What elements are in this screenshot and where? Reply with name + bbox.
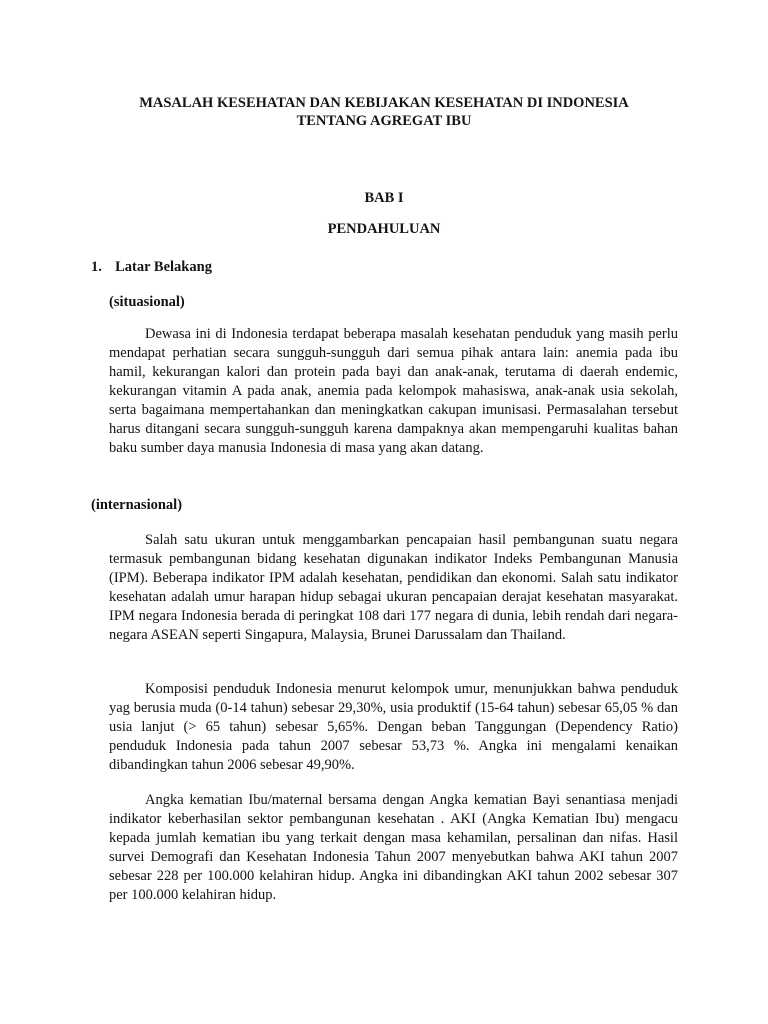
chapter-number: BAB I (364, 190, 404, 206)
paragraph-internasional-1: Salah satu ukuran untuk menggambarkan pencapaian hasil pembangunan suatu negara termasuk pembangunan bidang kesehatan digunakan indikator Indeks Pembangunan Manusia (IPM). Beberapa indikator IPM adalah kesehatan, pendidikan dan ekonomi. Salah satu indikator kesehatan adalah umur harapan hidup sebagai ukuran pencapaian derajat kesehatan masyarakat. IPM negara Indonesia berada di peringkat 108 dari 177 negara di dunia, lebih rendah dari negara-negara ASEAN seperti Singapura, Malaysia, Brunei Darussalam dan Thailand. (109, 532, 678, 643)
document-title-line-2: TENTANG AGREGAT IBU (296, 113, 472, 129)
subheading-situasional: (situasional) (109, 294, 185, 310)
section-heading (91, 259, 212, 276)
paragraph-situasional: Dewasa ini di Indonesia terdapat beberapa masalah kesehatan penduduk yang masih perlu mendapat perhatian secara sungguh-sungguh dari semua pihak antara lain: anemia pada ibu hamil, kekurangan kalori dan protein pada bayi dan anak-anak, terutama di daerah endemic, kekurangan vitamin A pada anak, anemia pada kelompok mahasiswa, anak-anak usia sekolah, serta bagaimana mempertahankan dan meningkatkan cakupan imunisasi. Permasalahan tersebut harus ditangani secara sungguh-sungguh karena dampaknya akan mempengaruhi kualitas bahan baku sumber daya manusia Indonesia di masa yang akan datang. (109, 326, 678, 456)
subheading-internasional: (internasional) (91, 497, 183, 513)
chapter-title: PENDAHULUAN (327, 221, 441, 237)
paragraph-internasional-3: Angka kematian Ibu/maternal bersama dengan Angka kematian Bayi senantiasa menjadi indikator keberhasilan sektor pembangunan kesehatan . AKI (Angka Kematian Ibu) mengacu kepada jumlah kematian ibu yang terkait dengan masa kehamilan, persalinan dan nifas. Hasil survei Demografi dan Kesehatan Indonesia Tahun 2007 menyebutkan bahwa AKI tahun 2007 sebesar 228 per 100.000 kelahiran hidup. Angka ini dibandingkan AKI tahun 2002 sebesar 307 per 100.000 kelahiran hidup. (109, 792, 678, 903)
paragraph-internasional-2: Komposisi penduduk Indonesia menurut kelompok umur, menunjukkan bahwa penduduk yag berusia muda (0-14 tahun) sebesar 29,30%, usia produktif (15-64 tahun) sebesar 65,05 % dan usia lanjut (> 65 tahun) sebesar 5,65%. Dengan beban Tanggungan (Dependency Ratio) penduduk Indonesia pada tahun 2007 sebesar 53,73 %. Angka ini mengalami kenaikan dibandingkan tahun 2006 sebesar 49,90%. (109, 681, 678, 773)
document-title-line-1: MASALAH KESEHATAN DAN KEBIJAKAN KESEHATAN DI INDONESIA (139, 95, 629, 111)
section-title: Latar Belakang (115, 259, 212, 275)
section-number: 1. (91, 259, 102, 275)
